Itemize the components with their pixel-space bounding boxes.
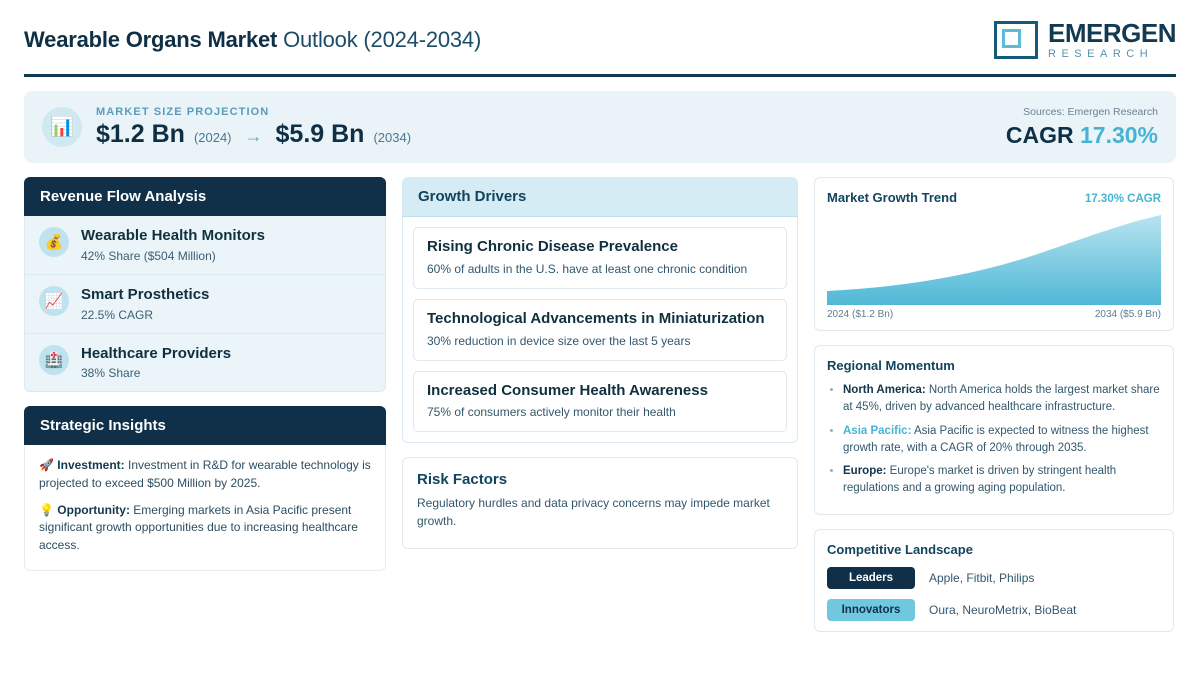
list-item: [413, 227, 787, 289]
list-item: [413, 299, 787, 361]
rocket-icon: 🚀: [39, 458, 54, 473]
driver-desc: 75% of consumers actively monitor their health: [427, 405, 676, 420]
market-size-end-year: (2034): [373, 129, 412, 145]
growth-area-chart-svg: [827, 213, 1161, 305]
middle-column: [402, 177, 798, 549]
leaders-companies: Apple, Fitbit, Philips: [929, 570, 1035, 585]
insight-label: Investment:: [57, 458, 125, 473]
list-item-meta: 42% Share ($504 Million): [81, 248, 216, 263]
list-item: [827, 599, 1161, 621]
list-item: [843, 423, 1161, 458]
growth-area-chart: [827, 213, 1161, 305]
list-item: [25, 333, 385, 392]
page-header: [24, 0, 1176, 70]
risk-factors-title: Risk Factors: [417, 471, 508, 489]
region-text: Europe's market is driven by stringent health regulations and a growing aging population.: [843, 465, 1117, 495]
cagr-number: 17.30%: [1079, 121, 1158, 148]
revenue-flow-list: [24, 216, 386, 392]
lightbulb-icon: 💡: [39, 503, 54, 518]
list-item-title: Healthcare Providers: [81, 344, 232, 362]
market-size-figures: [96, 120, 411, 149]
list-item: [413, 371, 787, 433]
driver-title: Increased Consumer Health Awareness: [427, 381, 708, 399]
cagr-label: CAGR: [1005, 121, 1074, 148]
left-column: [24, 177, 386, 571]
region-text: Asia Pacific is expected to witness the highest growth rate, with a CAGR of 20% through 2035.: [843, 424, 1149, 454]
market-size-end-value: $5.9 Bn: [275, 119, 365, 148]
hospital-icon: 🏥: [39, 345, 69, 375]
right-column: [814, 177, 1174, 632]
list-item: [843, 382, 1161, 417]
market-size-banner: [24, 91, 1176, 163]
driver-title: Rising Chronic Disease Prevalence: [427, 238, 678, 255]
revenue-flow-panel: [24, 177, 386, 392]
competitive-landscape-card: [814, 529, 1174, 632]
page-title: [24, 27, 481, 53]
growth-chart-axis: [827, 309, 1161, 320]
market-growth-trend-card: [814, 177, 1174, 331]
content-columns: [24, 177, 1176, 632]
innovators-companies: Oura, NeuroMetrix, BioBeat: [929, 602, 1077, 617]
status-badge-innovators: Innovators: [827, 599, 915, 621]
list-item-title: Wearable Health Monitors: [81, 227, 265, 244]
growth-drivers-list: [402, 217, 798, 443]
strategic-insights-panel: [24, 406, 386, 571]
market-growth-trend-title: Market Growth Trend: [827, 190, 958, 205]
regional-momentum-card: [814, 345, 1174, 515]
market-size-start-value: $1.2 Bn: [96, 119, 185, 148]
list-item: [39, 457, 371, 492]
list-item: [39, 502, 371, 554]
list-item: [25, 274, 385, 333]
chart-bar-icon: 📊: [42, 107, 82, 147]
brand-logo: [994, 20, 1176, 60]
regional-momentum-title: Regional Momentum: [827, 358, 955, 373]
list-item: [843, 463, 1161, 498]
risk-factors-desc: Regulatory hurdles and data privacy concerns may impede market growth.: [417, 496, 770, 528]
growth-drivers-title: Growth Drivers: [402, 177, 798, 217]
money-bag-icon: 💰: [39, 227, 69, 257]
growth-drivers-panel: [402, 177, 798, 443]
list-item: [827, 567, 1161, 589]
driver-desc: 60% of adults in the U.S. have at least one chronic condition: [427, 261, 748, 276]
market-growth-trend-head: [827, 190, 1161, 205]
logo-square-icon: [994, 21, 1038, 59]
market-size-label: MARKET SIZE PROJECTION: [96, 105, 270, 118]
header-divider: [24, 74, 1176, 77]
chart-axis-left: 2024 ($1.2 Bn): [827, 309, 894, 320]
line-chart-icon: 📈: [39, 286, 69, 316]
chart-axis-right: 2034 ($5.9 Bn): [1094, 309, 1161, 320]
list-item: [25, 216, 385, 274]
cagr-value: [1006, 122, 1158, 149]
market-growth-trend-cagr: 17.30% CAGR: [1084, 193, 1161, 205]
competitive-landscape-title: Competitive Landscape: [827, 541, 973, 557]
list-item-meta: 38% Share: [81, 366, 141, 381]
regional-momentum-list: [827, 382, 1161, 498]
logo-sub-text: RESEARCH: [1048, 48, 1154, 60]
driver-title: Technological Advancements in Miniaturization: [427, 309, 765, 327]
region-name: North America:: [843, 384, 926, 396]
insight-text: Investment in R&D for wearable technology is projected to exceed $500 Million by 2025.: [39, 458, 371, 490]
page-title-strong: Wearable Organs Market: [24, 27, 278, 52]
list-item-title: Smart Prosthetics: [81, 285, 210, 303]
list-item-meta: 22.5% CAGR: [81, 307, 154, 322]
status-badge-leaders: Leaders: [827, 567, 915, 589]
cagr-block: [1006, 106, 1158, 149]
region-name: Europe:: [843, 465, 887, 477]
driver-desc: 30% reduction in device size over the last 5 years: [427, 333, 691, 348]
risk-factors-panel: [402, 457, 798, 549]
insight-label: Opportunity:: [57, 503, 130, 518]
arrow-right-icon: →: [244, 125, 263, 146]
region-text: North America holds the largest market share at 45%, driven by advanced healthcare infrastructure.: [843, 384, 1160, 414]
logo-main-text: EMERGEN: [1048, 18, 1176, 48]
sources-text: Sources: Emergen Research: [1023, 105, 1158, 118]
market-size-left: [42, 106, 411, 149]
market-size-start-year: (2024): [193, 129, 232, 145]
region-name: Asia Pacific:: [843, 424, 912, 437]
page-title-light: Outlook (2024-2034): [277, 27, 482, 52]
logo-wordmark: [1048, 20, 1176, 60]
insight-text: Emerging markets in Asia Pacific present significant growth opportunities due to increasing healthcare access.: [39, 503, 358, 552]
strategic-insights-title: Strategic Insights: [24, 406, 386, 445]
strategic-insights-list: [24, 445, 386, 571]
market-size-values: [96, 106, 411, 149]
revenue-flow-title: Revenue Flow Analysis: [24, 177, 386, 216]
